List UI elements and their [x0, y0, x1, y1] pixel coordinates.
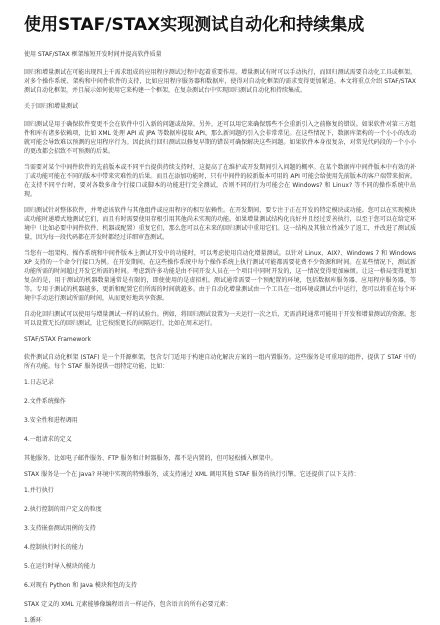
list-item: 3.安全性和进程调用 [24, 417, 78, 424]
paragraph-incremental-testing: 回归测试针对整体软件，并考虑该软件与其他组件或应用程序的相互依赖性。在开发期间，要专注于正在开发的特定模块或功能。您可以在实现模块或功能时递增式地测试它们，而且有时需要使用存根引用其他尚未实现的功能。如果增量测试结构化良好并且经过妥善执行，以至于您可以在给定环境中（比如必要中间件软件、机器或配置）重复它们，那么您可以在未来的回归测试中重用它们。这一结构及其独立性减少了返工，并改进了测试质量，因为每一段代码都在开发时都经过详细审查测试。 [24, 207, 416, 241]
list-item: 2.执行控制的用户定义的粒度 [24, 506, 102, 513]
list-item: 4.控制执行时长的能力 [24, 544, 84, 551]
paragraph-regression-testing: 回归测试是用于确保软件变更不会在软件中引入新的问题或故障。另外，还可以用它来确保那些不会重新引入之前修复的错误。如果软件对第三方组件和库有诸多依赖项，比如 XML 处理 API 或 JPA 等数据库提取 API，那么新问题的引入会非常常见。在这些情况下，数据库架构的一个小小的改动就可能会导致难以预测的应用程序行为。因此执行回归测试以修复早期的错误可确保解决这些问题。如果软件本身很复杂，对常见代码段的一个小小的更改都会招致不可预测的后果。 [24, 121, 416, 155]
paragraph-intro: 回归和增量测试在可能出现四上千需求组成的应用程序测试过程中起着重要作用。增量测试有时可以手动执行，而回归测试需要自动化工具或框架。对多个操作系统、架构和中间件软件的支持，比如应用程序服务器和数据库，使得对自动化框架的需求变得更加紧迫。本文将重点介绍 STAF/STAX 测试自动化框架，并且展示如何使用它来构建一个框架，在复杂测试台中实现回归测试自动化和持续集成。 [24, 69, 416, 94]
list-item: 4.一组请求的定义 [24, 436, 72, 443]
section-heading-staf: STAF/STAX Framework [24, 336, 91, 343]
list-item: 2.文件系统操作 [24, 398, 66, 405]
paragraph-automation-benefits: 当您有一组架构、操作系统和中间件版本上测试开发中的功能时，可以考虑使用自动化增量测试。以针对 Linux、AIX?、Windows 7 和 Windows XP 支持的一个命令行接口为例。在开发期间，在这些操作系统中每个操作系统上执行测试可能都需要花费不少资源和时间。在某些情况下，测试新功能所需的时间超过开发它所需的时间。考虑到许多功能是由不同开发人员在一个项目中同时开发的，这一情况变得更加麻烦。让这一格局变得更加复杂的是，用于测试的机器数量通常是有限的，即使使用的是虚拟机。测试通常需要一个预配置的环境，包括数据库服务器、应用程序服务器，等等。专用于测试的机器越多，更新和配置它们所需的时间就越多。由于自动化增量测试由一个工具在一组环境或测试台中运行，您可以将重在每个环境中手动运行测试所需的时间，从而更好地共享资源。 [24, 250, 416, 302]
list-item: 6.对现有 Python 和 Java 模块和包的支持 [24, 582, 137, 589]
document-title: 使用STAF/STAX实现测试自动化和持续集成 [24, 15, 365, 35]
paragraph-stax-xml: STAX 定义的 XML 元素能够像编程语言一样运作，包含语言的所有必要元素： [24, 601, 232, 608]
section-heading-regression: 关于回归和增量测试 [24, 103, 79, 110]
list-item: 1.日志记录 [24, 379, 54, 386]
stax-elements-list [24, 616, 416, 625]
staf-services-list [24, 378, 416, 444]
list-item: 5.在运行时导入模块的能力 [24, 563, 96, 570]
paragraph-testbed-reuse: 自动化回归测试可以使用与增量测试一样的试验台。例如，将回归测试设置为一天运行一次之后，无需消耗通常可能用于开发和增量测试的资源。您可以设置无长的回归测试，让它按照更长的间隔运行，比如在周末运行。 [24, 311, 416, 327]
list-item: 1.循环 [24, 617, 42, 624]
list-item: 1.并行执行 [24, 487, 54, 494]
subtitle: 使用 STAF/STAX 框架缩短开发时间并提高软件质量 [24, 51, 162, 58]
stax-features-list [24, 486, 416, 590]
list-item: 3.支持嵌套测试用例的支持 [24, 525, 96, 532]
paragraph-staf-intro: 软件测试自动化框架 (STAF) 是一个开源框架，包含专门适用于构建自动化解决方案的一组内置服务。这些服务是可重用的组件，提供了 STAF 中的所有功能。每个 STAF 服务提供一组特定功能，比如： [24, 354, 416, 370]
paragraph-other-services: 其他服务，比如电子邮件服务、FTP 服务和计时器服务，都不是内置的，但可轻松插入框架中。 [24, 455, 277, 462]
paragraph-stax-service: STAX 服务是一个在 Java? 环境中实现的特殊服务，或支持通过 XML 调用其他 STAF 服务的执行引擎。它还提供了以下支持： [24, 471, 360, 478]
paragraph-middleware-support: 当需要对某个中间件软件的先前版本或不同平台提供持续支持时，这提高了在维护或开发期间引入问题的概率。在某个数据库中间件版本中有效的补丁或功能可能在不同的版本中带来灾难性的后果。而且在添加功能时，只有中间件的较新版本可用的 API 可能会给使用先前版本的客户端带来损害。在支持不同平台时，要对各数多命令行接口或脚本的功能进行完全测试，否则不同的行为可能会在 Windows? 和 Linux? 等不同的操作系统中出现。 [24, 164, 416, 198]
